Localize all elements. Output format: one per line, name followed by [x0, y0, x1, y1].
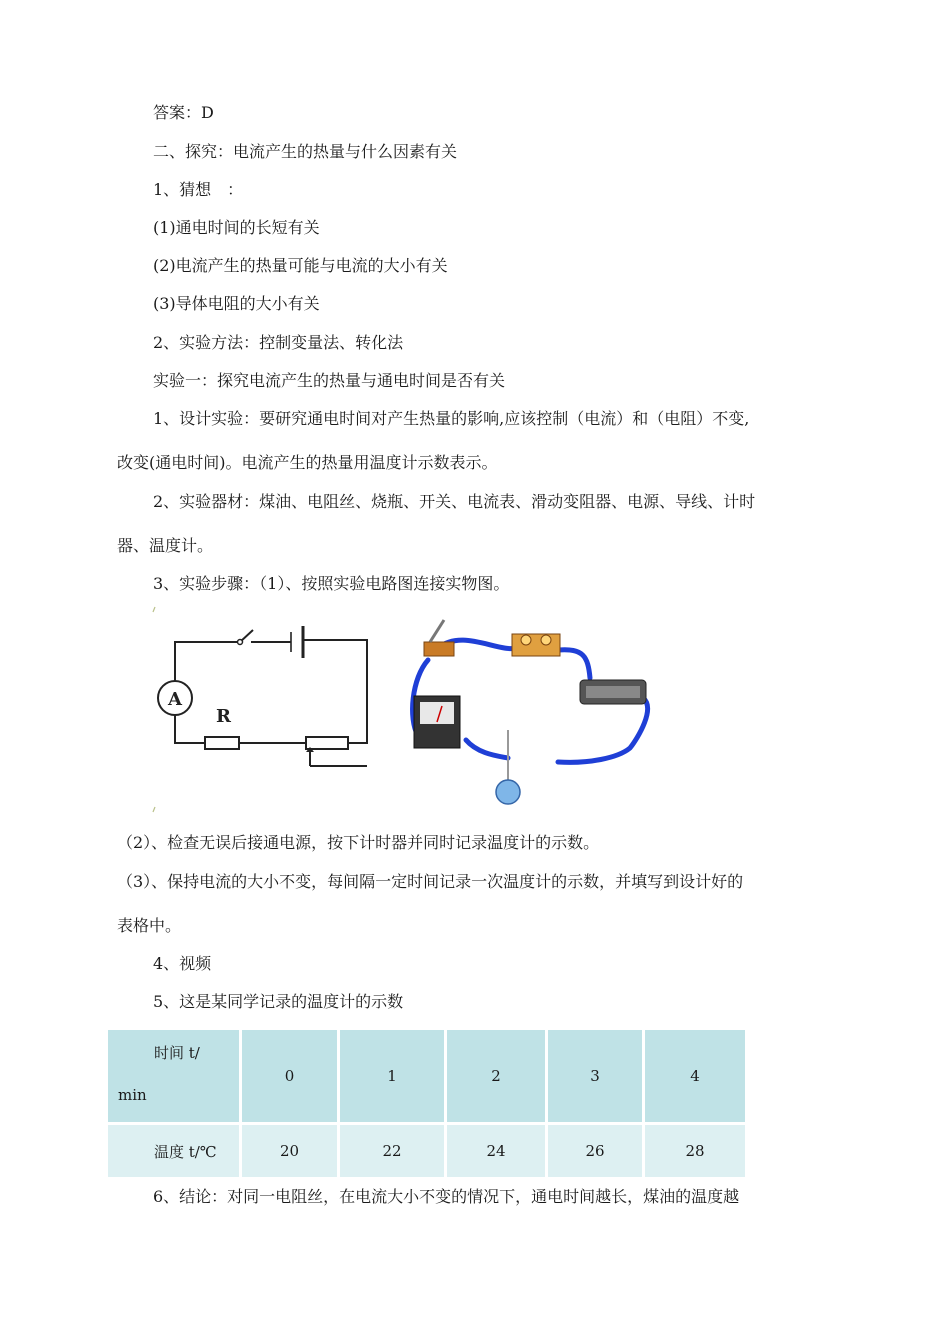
time-header-cell [107, 1029, 241, 1124]
temperature-header-cell: 温度 t/℃ [107, 1124, 241, 1179]
time-header-unit: min [118, 1086, 147, 1104]
time-cell: 3 [547, 1029, 644, 1124]
temperature-cell: 24 [446, 1124, 547, 1179]
time-cell: 2 [446, 1029, 547, 1124]
time-cell: 4 [644, 1029, 747, 1124]
step-3-line-1: （3）、保持电流的大小不变，每间隔一定时间记录一次温度计的示数，并填写到设计好的 [117, 872, 744, 891]
guess-item-1: (1)通电时间的长短有关 [153, 218, 320, 237]
switch-base [424, 642, 454, 656]
step-2-line: （2）、检查无误后接通电源，按下计时器并同时记录温度计的示数。 [117, 833, 600, 852]
resistor-label: R [216, 706, 231, 727]
circuit-diagram [150, 606, 376, 816]
answer-line: 答案：D [153, 103, 214, 122]
guess-item-2: (2)电流产生的热量可能与电流的大小有关 [153, 256, 448, 275]
rheostat-coil [586, 686, 640, 698]
time-header-label: 时间 t/ [154, 1044, 200, 1062]
wire-resistor-rheostat [558, 650, 590, 678]
design-line-1: 1、设计实验：要研究通电时间对产生热量的影响,应该控制（电流）和（电阻）不变, [153, 409, 750, 428]
video-line: 4、视频 [153, 954, 212, 973]
table-row-time [107, 1029, 747, 1124]
table-row-temperature [107, 1124, 747, 1179]
design-line-2: 改变(通电时间)。电流产生的热量用温度计示数表示。 [117, 453, 498, 472]
temperature-cell: 22 [339, 1124, 446, 1179]
experiment-heading: 实验一：探究电流产生的热量与通电时间是否有关 [153, 371, 506, 390]
apparatus-illustration [408, 608, 670, 808]
record-line: 5、这是某同学记录的温度计的示数 [153, 992, 404, 1011]
ammeter-label: A [168, 689, 182, 710]
wire-flask-meter [466, 740, 508, 758]
resistor-block [512, 634, 560, 656]
rheostat-symbol [306, 737, 348, 749]
wire-left-bottom [175, 714, 205, 743]
equipment-line-2: 器、温度计。 [117, 536, 214, 555]
temperature-table [105, 1027, 748, 1180]
time-cell: 1 [339, 1029, 446, 1124]
step-3-line-2: 表格中。 [117, 916, 182, 935]
flask-icon [496, 780, 520, 804]
mark-top [153, 607, 155, 612]
temperature-cell: 20 [241, 1124, 339, 1179]
temperature-cell: 28 [644, 1124, 747, 1179]
switch-knife [430, 620, 444, 642]
steps-line: 3、实验步骤：（1）、按照实验电路图连接实物图。 [153, 574, 510, 593]
guess-item-3: (3)导体电阻的大小有关 [153, 294, 320, 313]
resistor-symbol [205, 737, 239, 749]
wire-right [303, 640, 367, 743]
time-cell: 0 [241, 1029, 339, 1124]
conclusion-line: 6、结论：对同一电阻丝，在电流大小不变的情况下，通电时间越长，煤油的温度越 [153, 1187, 740, 1206]
temperature-cell: 26 [547, 1124, 644, 1179]
equipment-line-1: 2、实验器材：煤油、电阻丝、烧瓶、开关、电流表、滑动变阻器、电源、导线、计时 [153, 492, 756, 511]
wire-top-left [175, 642, 240, 681]
mark-bottom [153, 807, 155, 812]
resistor-terminal-1 [521, 635, 531, 645]
switch-pivot [238, 640, 243, 645]
wire-rheostat-flask [558, 698, 648, 762]
guess-heading: 1、猜想 ： [153, 180, 244, 199]
resistor-terminal-2 [541, 635, 551, 645]
method-line: 2、实验方法：控制变量法、转化法 [153, 333, 404, 352]
section-heading: 二、探究：电流产生的热量与什么因素有关 [153, 142, 458, 161]
